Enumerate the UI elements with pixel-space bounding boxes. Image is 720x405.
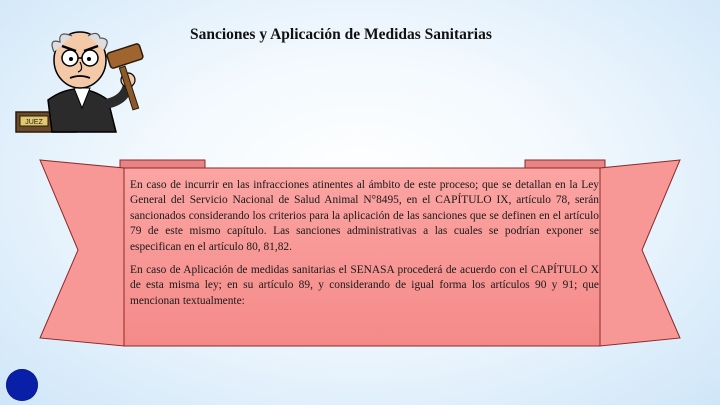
paragraph-sanitary-measures: En caso de Aplicación de medidas sanitarias el SENASA procederá de acuerdo con el CAPÍTULO X de esta misma ley; en su artículo 89, y considerando de igual forma los artículos 90 y 91; que mencionan textualmente: [130, 264, 599, 307]
page-title: Sanciones y Aplicación de Medidas Sanitarias [190, 26, 492, 43]
paragraph-sanctions: En caso de incurrir en las infracciones atinentes al ámbito de este proceso; que se detallan en la Ley General del Servicio Nacional de Salud Animal N°8495, en el CAPÍTULO IX, artículo 78, serán sancionados considerando los criterios para la aplicación de las sanciones que se definen en el artículo 79 de este mismo capítulo. Las sanciones administrativas a las cuales se podrían exponer se especifican en el artículo 80, 81,82. [130, 179, 599, 253]
nameplate-text: JUEZ [25, 119, 43, 126]
blue-circle-icon [6, 369, 38, 401]
banner-text [130, 178, 599, 317]
